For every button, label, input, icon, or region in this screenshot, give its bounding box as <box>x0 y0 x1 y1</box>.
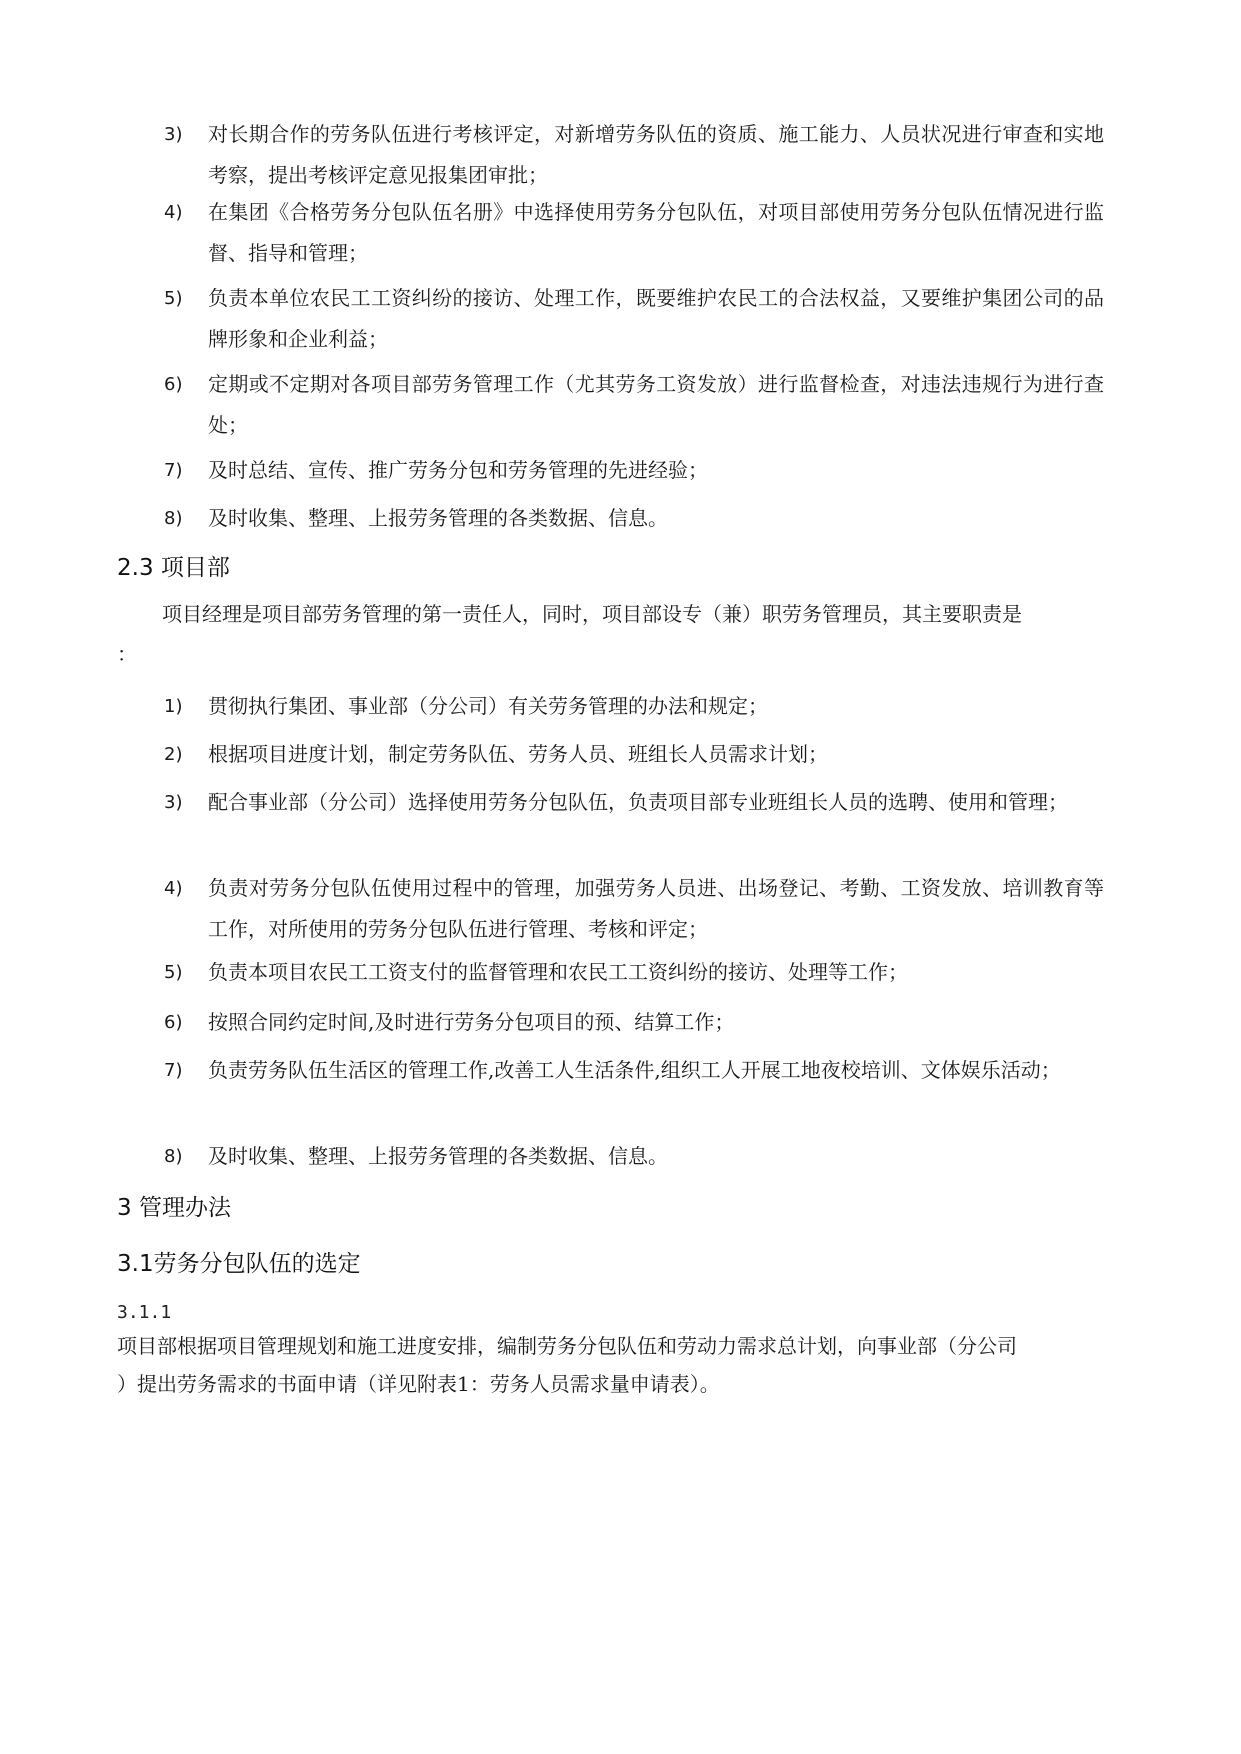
list-item <box>164 734 1104 775</box>
list-item <box>164 868 1104 950</box>
list-item <box>164 782 1104 823</box>
list-item <box>164 498 1104 539</box>
list-item-number: 3) <box>164 124 183 145</box>
list-item-number: 5) <box>164 288 183 309</box>
clause-paragraph-line: ）提出劳务需求的书面申请（详见附表1：劳务人员需求量申请表）。 <box>117 1372 720 1396</box>
list-item <box>164 1002 1104 1043</box>
list-item-number: 7) <box>164 460 183 481</box>
list-item <box>164 1050 1104 1091</box>
list-item-number: 3) <box>164 792 183 813</box>
list-item-text: 负责劳务队伍生活区的管理工作,改善工人生活条件,组织工人开展工地夜校培训、文体娱乐活动； <box>208 1058 1061 1082</box>
list-item-text: 及时总结、宣传、推广劳务分包和劳务管理的先进经验； <box>208 458 708 482</box>
list-item-text: 定期或不定期对各项目部劳务管理工作（尤其劳务工资发放）进行监督检查，对违法违规行为进行查处； <box>208 372 1104 437</box>
list-item-text: 配合事业部（分公司）选择使用劳务分包队伍，负责项目部专业班组长人员的选聘、使用和管理； <box>208 790 1068 814</box>
list-item-number: 5) <box>164 962 183 983</box>
list-item-number: 8) <box>164 508 183 529</box>
list-item <box>164 114 1104 196</box>
section-heading: 3 管理办法 <box>117 1195 231 1221</box>
list-item-number: 6) <box>164 374 183 395</box>
list-item-number: 7) <box>164 1060 183 1081</box>
list-item-number: 6) <box>164 1012 183 1033</box>
list-item-text: 按照合同约定时间,及时进行劳务分包项目的预、结算工作； <box>208 1010 735 1034</box>
section-heading: 2.3 项目部 <box>117 555 230 581</box>
clause-paragraph-line: 项目部根据项目管理规划和施工进度安排，编制劳务分包队伍和劳动力需求总计划，向事业部（分公司 <box>117 1334 1017 1358</box>
section-intro-paragraph: 项目经理是项目部劳务管理的第一责任人，同时，项目部设专（兼）职劳务管理员，其主要职责是 <box>162 602 1022 626</box>
list-item-text: 根据项目进度计划，制定劳务队伍、劳务人员、班组长人员需求计划； <box>208 742 828 766</box>
list-item <box>164 192 1104 274</box>
list-item-text: 贯彻执行集团、事业部（分公司）有关劳务管理的办法和规定； <box>208 694 768 718</box>
list-item-text: 在集团《合格劳务分包队伍名册》中选择使用劳务分包队伍，对项目部使用劳务分包队伍情况进行监督、指导和管理； <box>208 200 1104 265</box>
list-item-number: 4) <box>164 202 183 223</box>
list-item-text: 负责对劳务分包队伍使用过程中的管理，加强劳务人员进、出场登记、考勤、工资发放、培训教育等工作，对所使用的劳务分包队伍进行管理、考核和评定； <box>208 876 1104 941</box>
list-item-number: 2) <box>164 744 183 765</box>
list-item-text: 及时收集、整理、上报劳务管理的各类数据、信息。 <box>208 1144 668 1168</box>
list-item <box>164 1136 1104 1177</box>
list-item-text: 对长期合作的劳务队伍进行考核评定，对新增劳务队伍的资质、施工能力、人员状况进行审查和实地考察，提出考核评定意见报集团审批； <box>208 122 1104 187</box>
list-item <box>164 278 1104 360</box>
list-item-text: 负责本单位农民工工资纠纷的接访、处理工作，既要维护农民工的合法权益，又要维护集团公司的品牌形象和企业利益； <box>208 286 1104 351</box>
list-item-number: 1) <box>164 696 183 717</box>
list-item-number: 8) <box>164 1146 183 1167</box>
list-item <box>164 364 1104 446</box>
list-item-text: 负责本项目农民工工资支付的监督管理和农民工工资纠纷的接访、处理等工作； <box>208 960 908 984</box>
clause-number: 3.1.1 <box>117 1302 172 1323</box>
list-item <box>164 686 1104 727</box>
subsection-heading: 3.1劳务分包队伍的选定 <box>117 1251 361 1277</box>
list-item-text: 及时收集、整理、上报劳务管理的各类数据、信息。 <box>208 506 668 530</box>
list-item <box>164 450 1104 491</box>
list-item <box>164 952 1104 993</box>
list-item-number: 4) <box>164 878 183 899</box>
section-intro-continuation: ： <box>117 642 137 666</box>
